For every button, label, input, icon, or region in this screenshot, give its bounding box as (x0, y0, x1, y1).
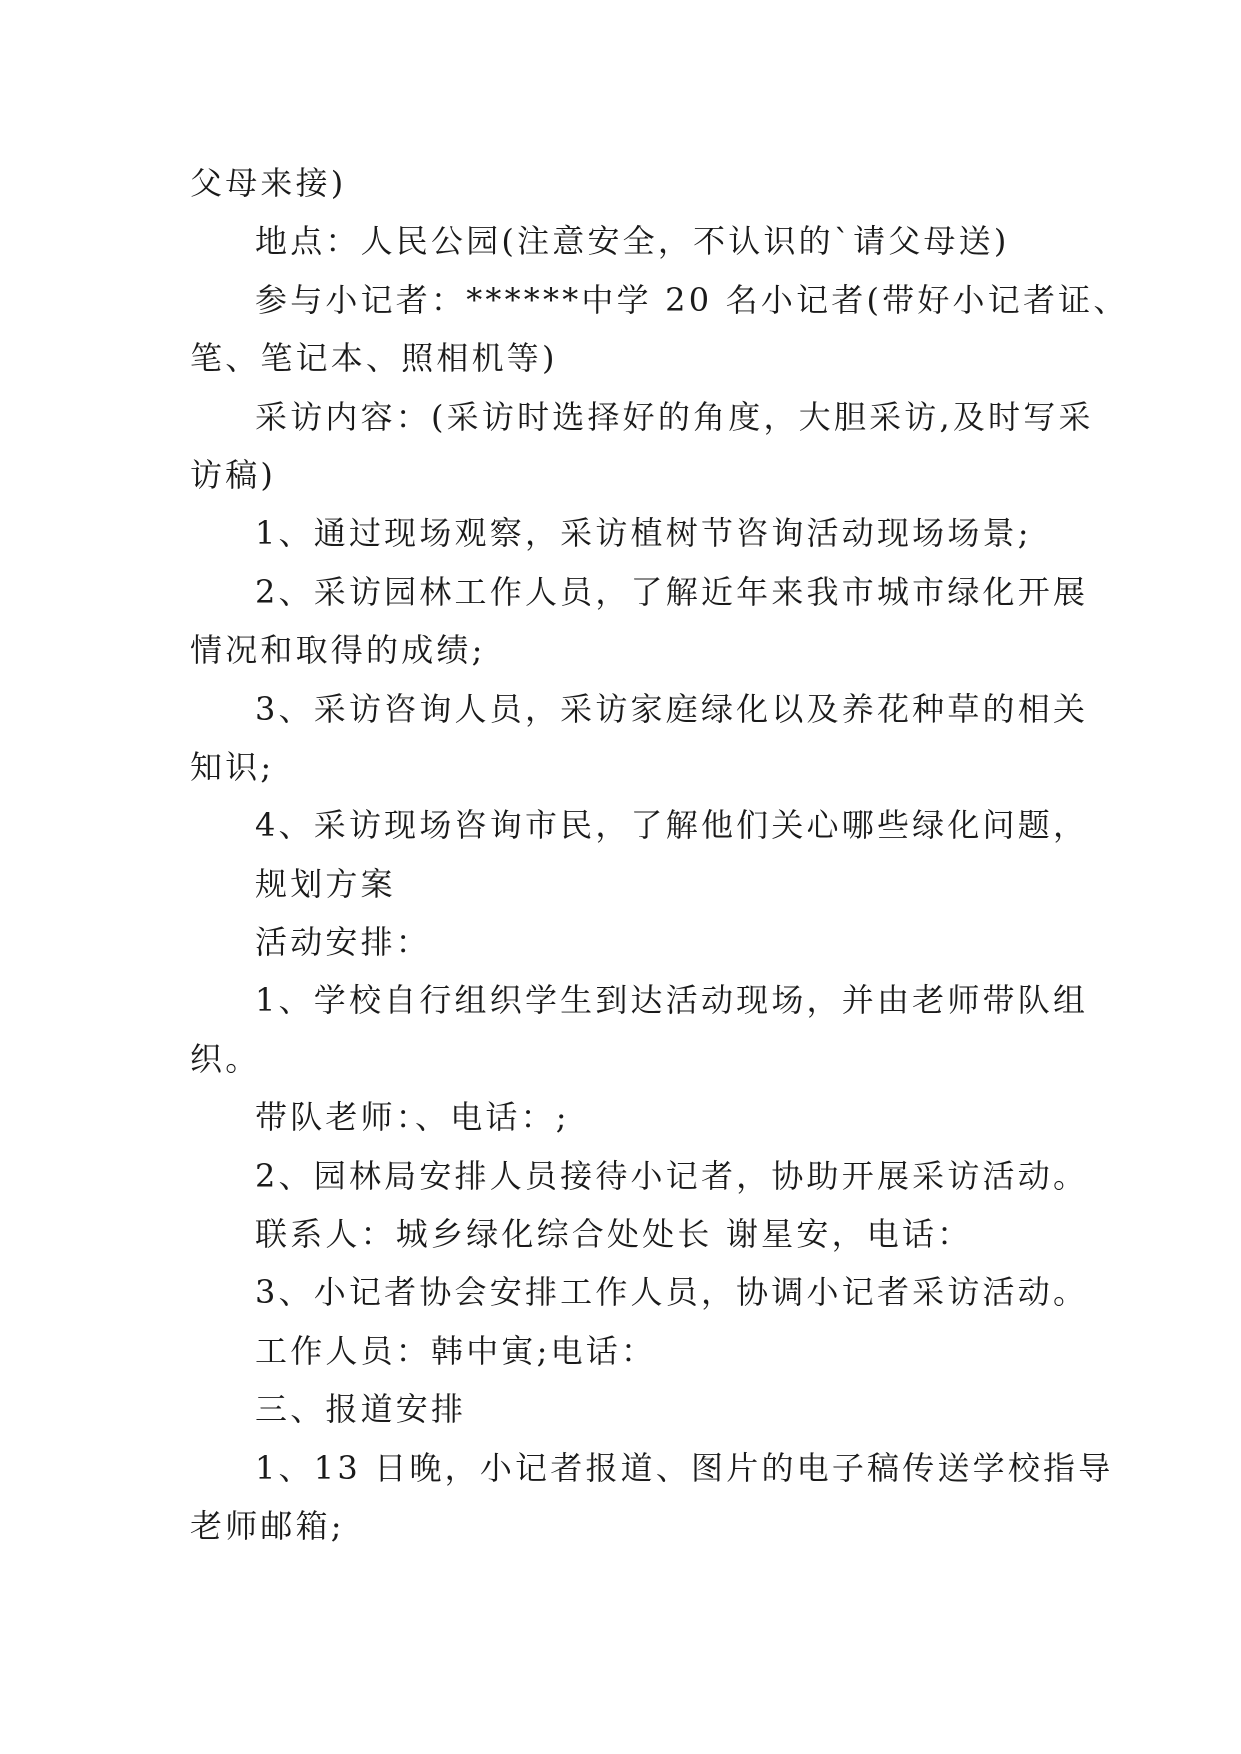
list-item-2: 2、采访园林工作人员，了解近年来我市城市绿化开展 (255, 572, 1089, 611)
text-line: 父母来接) (190, 164, 347, 202)
activity-item-3: 3、小记者协会安排工作人员，协调小记者采访活动。 (255, 1273, 1089, 1312)
text-line: 知识; (190, 747, 275, 786)
text-line-contact-person: 联系人：城乡绿化综合处处长 谢星安，电话： (255, 1215, 973, 1254)
text-line-interview-content: 采访内容：(采访时选择好的角度，大胆采访,及时写采 (255, 397, 1094, 436)
text-line: 织。 (190, 1039, 261, 1078)
text-line: 访稿) (190, 455, 277, 494)
list-item-4: 4、采访现场咨询市民，了解他们关心哪些绿化问题， (255, 806, 1089, 845)
list-item-1: 1、通过现场观察，采访植树节咨询活动现场场景; (255, 514, 1032, 553)
text-line-teacher-contact: 带队老师：、电话：; (255, 1098, 570, 1137)
section-heading-report: 三、报道安排 (255, 1390, 467, 1429)
text-line: 老师邮箱; (190, 1506, 345, 1545)
activity-item-1: 1、学校自行组织学生到达活动现场，并由老师带队组 (255, 981, 1089, 1020)
document-body (190, 154, 1129, 1555)
text-line: 情况和取得的成绩; (190, 631, 486, 670)
section-heading-activities: 活动安排： (255, 923, 432, 962)
text-line-participants: 参与小记者：******中学 20 名小记者(带好小记者证、 (255, 280, 1129, 319)
text-line: 笔、笔记本、照相机等) (190, 339, 558, 378)
text-line-staff: 工作人员：韩中寅;电话： (255, 1331, 657, 1370)
report-item-1: 1、13 日晚，小记者报道、图片的电子稿传送学校指导 (255, 1448, 1114, 1487)
text-line-location: 地点：人民公园(注意安全，不认识的`请父母送) (255, 222, 1010, 261)
section-heading-plan: 规划方案 (255, 864, 396, 903)
activity-item-2: 2、园林局安排人员接待小记者，协助开展采访活动。 (255, 1156, 1089, 1195)
list-item-3: 3、采访咨询人员，采访家庭绿化以及养花种草的相关 (255, 689, 1089, 728)
